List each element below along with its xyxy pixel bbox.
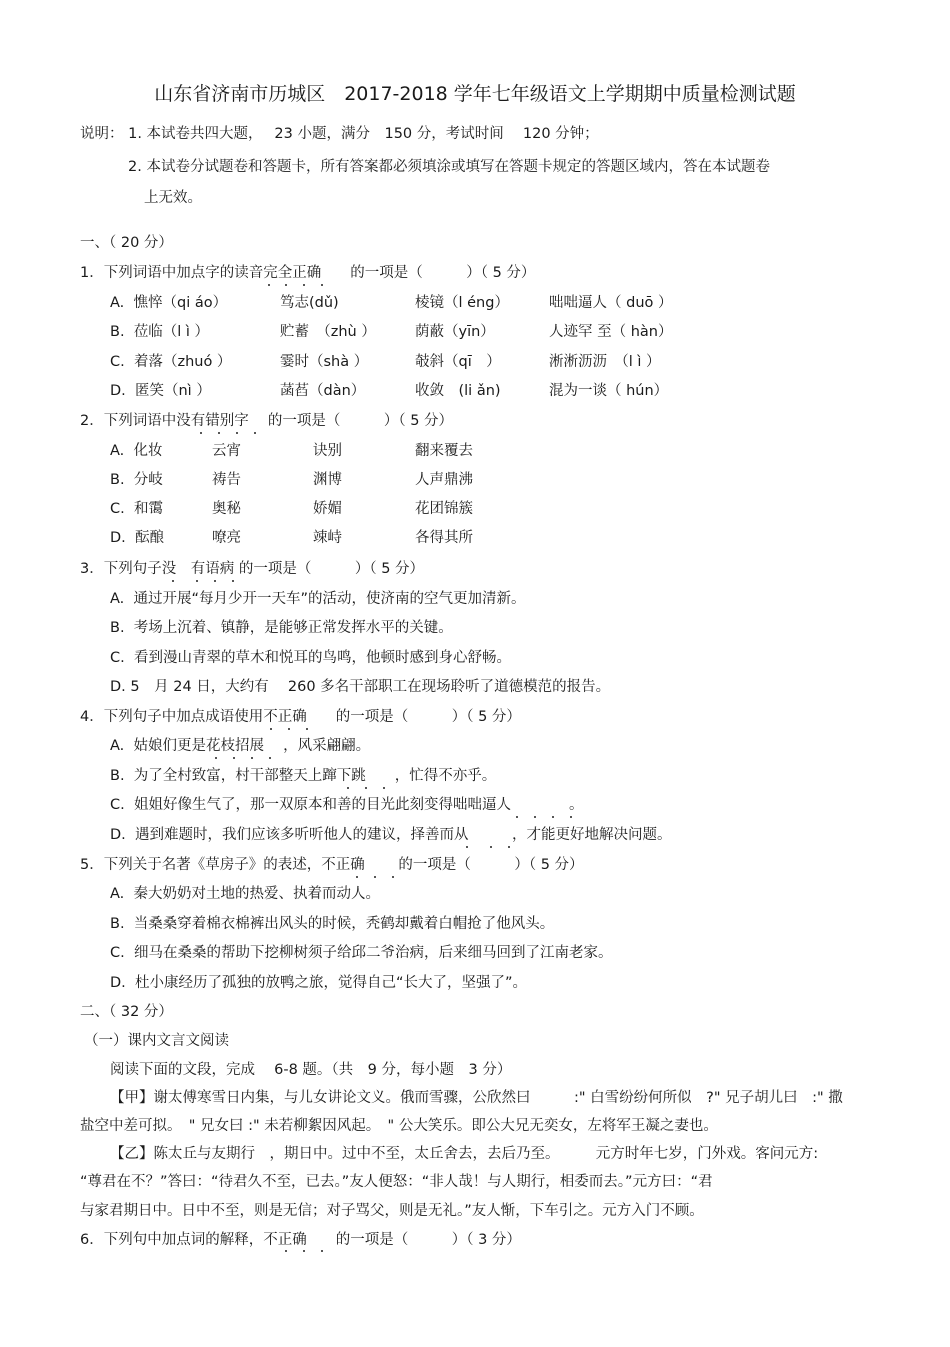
q2-option-c-word-2: 奥秘	[212, 501, 241, 517]
emphasis-dot	[270, 728, 272, 730]
q4-option-b: B. 为了全村致富，村干部整天上蹿下跳 ，忙得不亦乎。	[110, 768, 497, 784]
emphasis-dot	[392, 876, 394, 878]
q2-option-a-word-4: 翻来覆去	[415, 443, 473, 459]
emphasis-dot	[347, 787, 349, 789]
emphasis-dot	[236, 432, 238, 434]
q4-option-c: C. 姐姐好像生气了，那一双原本和善的目光此刻变得咄咄逼人 。	[110, 797, 584, 813]
emphasis-dot	[365, 787, 367, 789]
emphasis-dot	[268, 284, 270, 286]
section-one-heading: 一、（ 20 分）	[80, 235, 173, 251]
emphasis-dot	[288, 728, 290, 730]
q2-option-a-word-2: 云宵	[212, 443, 241, 459]
q5-option-b: B. 当桑桑穿着棉衣棉裤出风头的时候，秃鹤却戴着白帽抢了他风头。	[110, 916, 555, 932]
emphasis-dot	[303, 284, 305, 286]
passage-yi-line-1: 【乙】陈太丘与友期行 ，期日中。过中不至，太丘舍去，去后乃至。 元方时年七岁，门外戏。客问元方:	[110, 1146, 819, 1162]
question-2-stem: 2．下列词语中没有错别字 的一项是（ ）（ 5 分）	[80, 413, 454, 429]
emphasis-dot	[516, 816, 518, 818]
q3-option-c: C. 看到漫山青翠的草木和悦耳的鸟鸣，他顿时感到身心舒畅。	[110, 650, 511, 666]
q1-option-d-word-1: D. 匿笑（nì ）	[110, 383, 211, 399]
q3-option-a: A. 通过开展“每月少开一天车”的活动，使济南的空气更加清新。	[110, 591, 526, 607]
q1-option-c-word-3: 攲斜（qī ）	[415, 354, 501, 370]
q1-option-d-word-4: 混为一谈（ hún）	[549, 383, 669, 399]
emphasis-dot	[172, 580, 174, 582]
q2-option-d-word-4: 各得其所	[415, 530, 473, 546]
question-6-stem: 6．下列句中加点词的解释，不正确 的一项是（ ）（ 3 分）	[80, 1232, 521, 1248]
q1-option-a-word-1: A. 憔悴（qi áo）	[110, 295, 228, 311]
q5-option-d: D. 杜小康经历了孤独的放鸭之旅，觉得自己“长大了，坚强了”。	[110, 975, 528, 991]
emphasis-dot	[490, 846, 492, 848]
q2-option-c-word-4: 花团锦簇	[415, 501, 473, 517]
emphasis-dot	[552, 816, 554, 818]
emphasis-dot	[251, 757, 253, 759]
emphasis-dot	[269, 757, 271, 759]
emphasis-dot	[303, 1250, 305, 1252]
section-two-heading: 二、（ 32 分）	[80, 1004, 173, 1020]
q2-option-d-word-2: 嘹亮	[212, 530, 241, 546]
emphasis-dot	[200, 432, 202, 434]
passage-yi-line-2: “尊君在不？”答曰：“待君久不至，已去。”友人便怒：“非人哉！与人期行，相委而去。”元方曰：“君	[80, 1174, 713, 1190]
emphasis-dot	[321, 1250, 323, 1252]
q4-option-d: D. 遇到难题时，我们应该多听听他人的建议，择善而从 ，才能更好地解决问题。	[110, 827, 672, 843]
question-1-stem: 1．下列词语中加点字的读音完全正确 的一项是（ ）（ 5 分）	[80, 265, 536, 281]
q2-option-a-word-1: A. 化妆	[110, 443, 163, 459]
question-5-stem: 5．下列关于名著《草房子》的表述，不正确 的一项是（ ）（ 5 分）	[80, 857, 584, 873]
q2-option-b-word-4: 人声鼎沸	[415, 472, 473, 488]
emphasis-dot	[233, 757, 235, 759]
q1-option-c-word-4: 淅淅沥沥 （l ì ）	[549, 354, 661, 370]
q2-option-b-word-2: 祷告	[212, 472, 241, 488]
q1-option-a-word-2: 笃志(dǔ)	[280, 295, 339, 311]
q1-option-a-word-4: 咄咄逼人（ duō ）	[549, 295, 673, 311]
emphasis-dot	[534, 816, 536, 818]
passage-intro: 阅读下面的文段，完成 6-8 题。（共 9 分，每小题 3 分）	[110, 1062, 512, 1078]
instructions-line-2: 2. 本试卷分试题卷和答题卡，所有答案都必须填涂或填写在答题卡规定的答题区域内，答在本试题卷	[128, 159, 770, 175]
passage-yi-line-3: 与家君期日中。日中不至，则是无信；对子骂父，则是无礼。”友人惭，下车引之。元方入门不顾。	[80, 1203, 704, 1219]
emphasis-dot	[321, 284, 323, 286]
q2-option-b-word-1: B. 分岐	[110, 472, 163, 488]
emphasis-dot	[570, 816, 572, 818]
question-3-stem: 3．下列句子没 有语病 的一项是（ ）（ 5 分）	[80, 561, 425, 577]
q1-option-d-word-2: 菡萏（dàn）	[280, 383, 366, 399]
emphasis-dot	[285, 284, 287, 286]
emphasis-dot	[218, 432, 220, 434]
instructions-line-3: 上无效。	[144, 190, 202, 206]
emphasis-dot	[254, 432, 256, 434]
emphasis-dot	[232, 580, 234, 582]
q1-option-d-word-3: 收敛 (li ǎn)	[415, 383, 501, 399]
q1-option-b-word-4: 人迹罕 至（ hàn）	[549, 324, 673, 340]
passage-jia-line-2: 盐空中差可拟。 " 兄女曰 :" 未若柳絮因风起。 " 公大笑乐。即公大兄无奕女，左将军王凝之妻也。	[80, 1118, 718, 1134]
emphasis-dot	[285, 1250, 287, 1252]
q1-option-b-word-1: B. 莅临（l ì ）	[110, 324, 210, 340]
emphasis-dot	[214, 580, 216, 582]
emphasis-dot	[383, 787, 385, 789]
q3-option-d: D. 5 月 24 日，大约有 260 多名干部职工在现场聆听了道德模范的报告。	[110, 679, 611, 695]
q3-option-b: B. 考场上沉着、镇静，是能够正常发挥水平的关键。	[110, 620, 453, 636]
q1-option-b-word-3: 荫蔽（yīn）	[415, 324, 495, 340]
passage-jia-line-1: 【甲】谢太傅寒雪日内集，与儿女讲论文义。俄而雪骤，公欣然曰 :" 白雪纷纷何所似 ?" 兄子胡儿曰 :" 撒	[110, 1090, 843, 1106]
q1-option-c-word-2: 霎时（shà ）	[280, 354, 369, 370]
q4-option-a: A. 姑娘们更是花枝招展 ，风采翩翩。	[110, 738, 371, 754]
emphasis-dot	[215, 757, 217, 759]
q1-option-b-word-2: 贮蓄 （zhù ）	[280, 324, 376, 340]
page-title: 山东省济南市历城区 2017-2018 学年七年级语文上学期期中质量检测试题	[154, 83, 796, 105]
q1-option-c-word-1: C. 着落（zhuó ）	[110, 354, 232, 370]
subsection-heading: （一）课内文言文阅读	[84, 1033, 229, 1049]
emphasis-dot	[356, 876, 358, 878]
emphasis-dot	[374, 876, 376, 878]
q5-option-c: C. 细马在桑桑的帮助下挖柳树须子给邱二爷治病，后来细马回到了江南老家。	[110, 945, 613, 961]
emphasis-dot	[196, 580, 198, 582]
q2-option-d-word-1: D. 酝酿	[110, 530, 164, 546]
emphasis-dot	[306, 728, 308, 730]
question-4-stem: 4．下列句子中加点成语使用不正确 的一项是（ ）（ 5 分）	[80, 709, 521, 725]
q1-option-a-word-3: 棱镜（l éng）	[415, 295, 509, 311]
q2-option-d-word-3: 竦峙	[313, 530, 342, 546]
q2-option-c-word-1: C. 和霭	[110, 501, 163, 517]
q2-option-b-word-3: 渊博	[313, 472, 342, 488]
instructions-line-1: 说明： 1. 本试卷共四大题， 23 小题，满分 150 分，考试时间 120 分钟；	[80, 126, 599, 142]
emphasis-dot	[508, 846, 510, 848]
q2-option-c-word-3: 娇媚	[313, 501, 342, 517]
emphasis-dot	[466, 846, 468, 848]
q2-option-a-word-3: 诀别	[313, 443, 342, 459]
q5-option-a: A. 秦大奶奶对土地的热爱、执着而动人。	[110, 886, 380, 902]
